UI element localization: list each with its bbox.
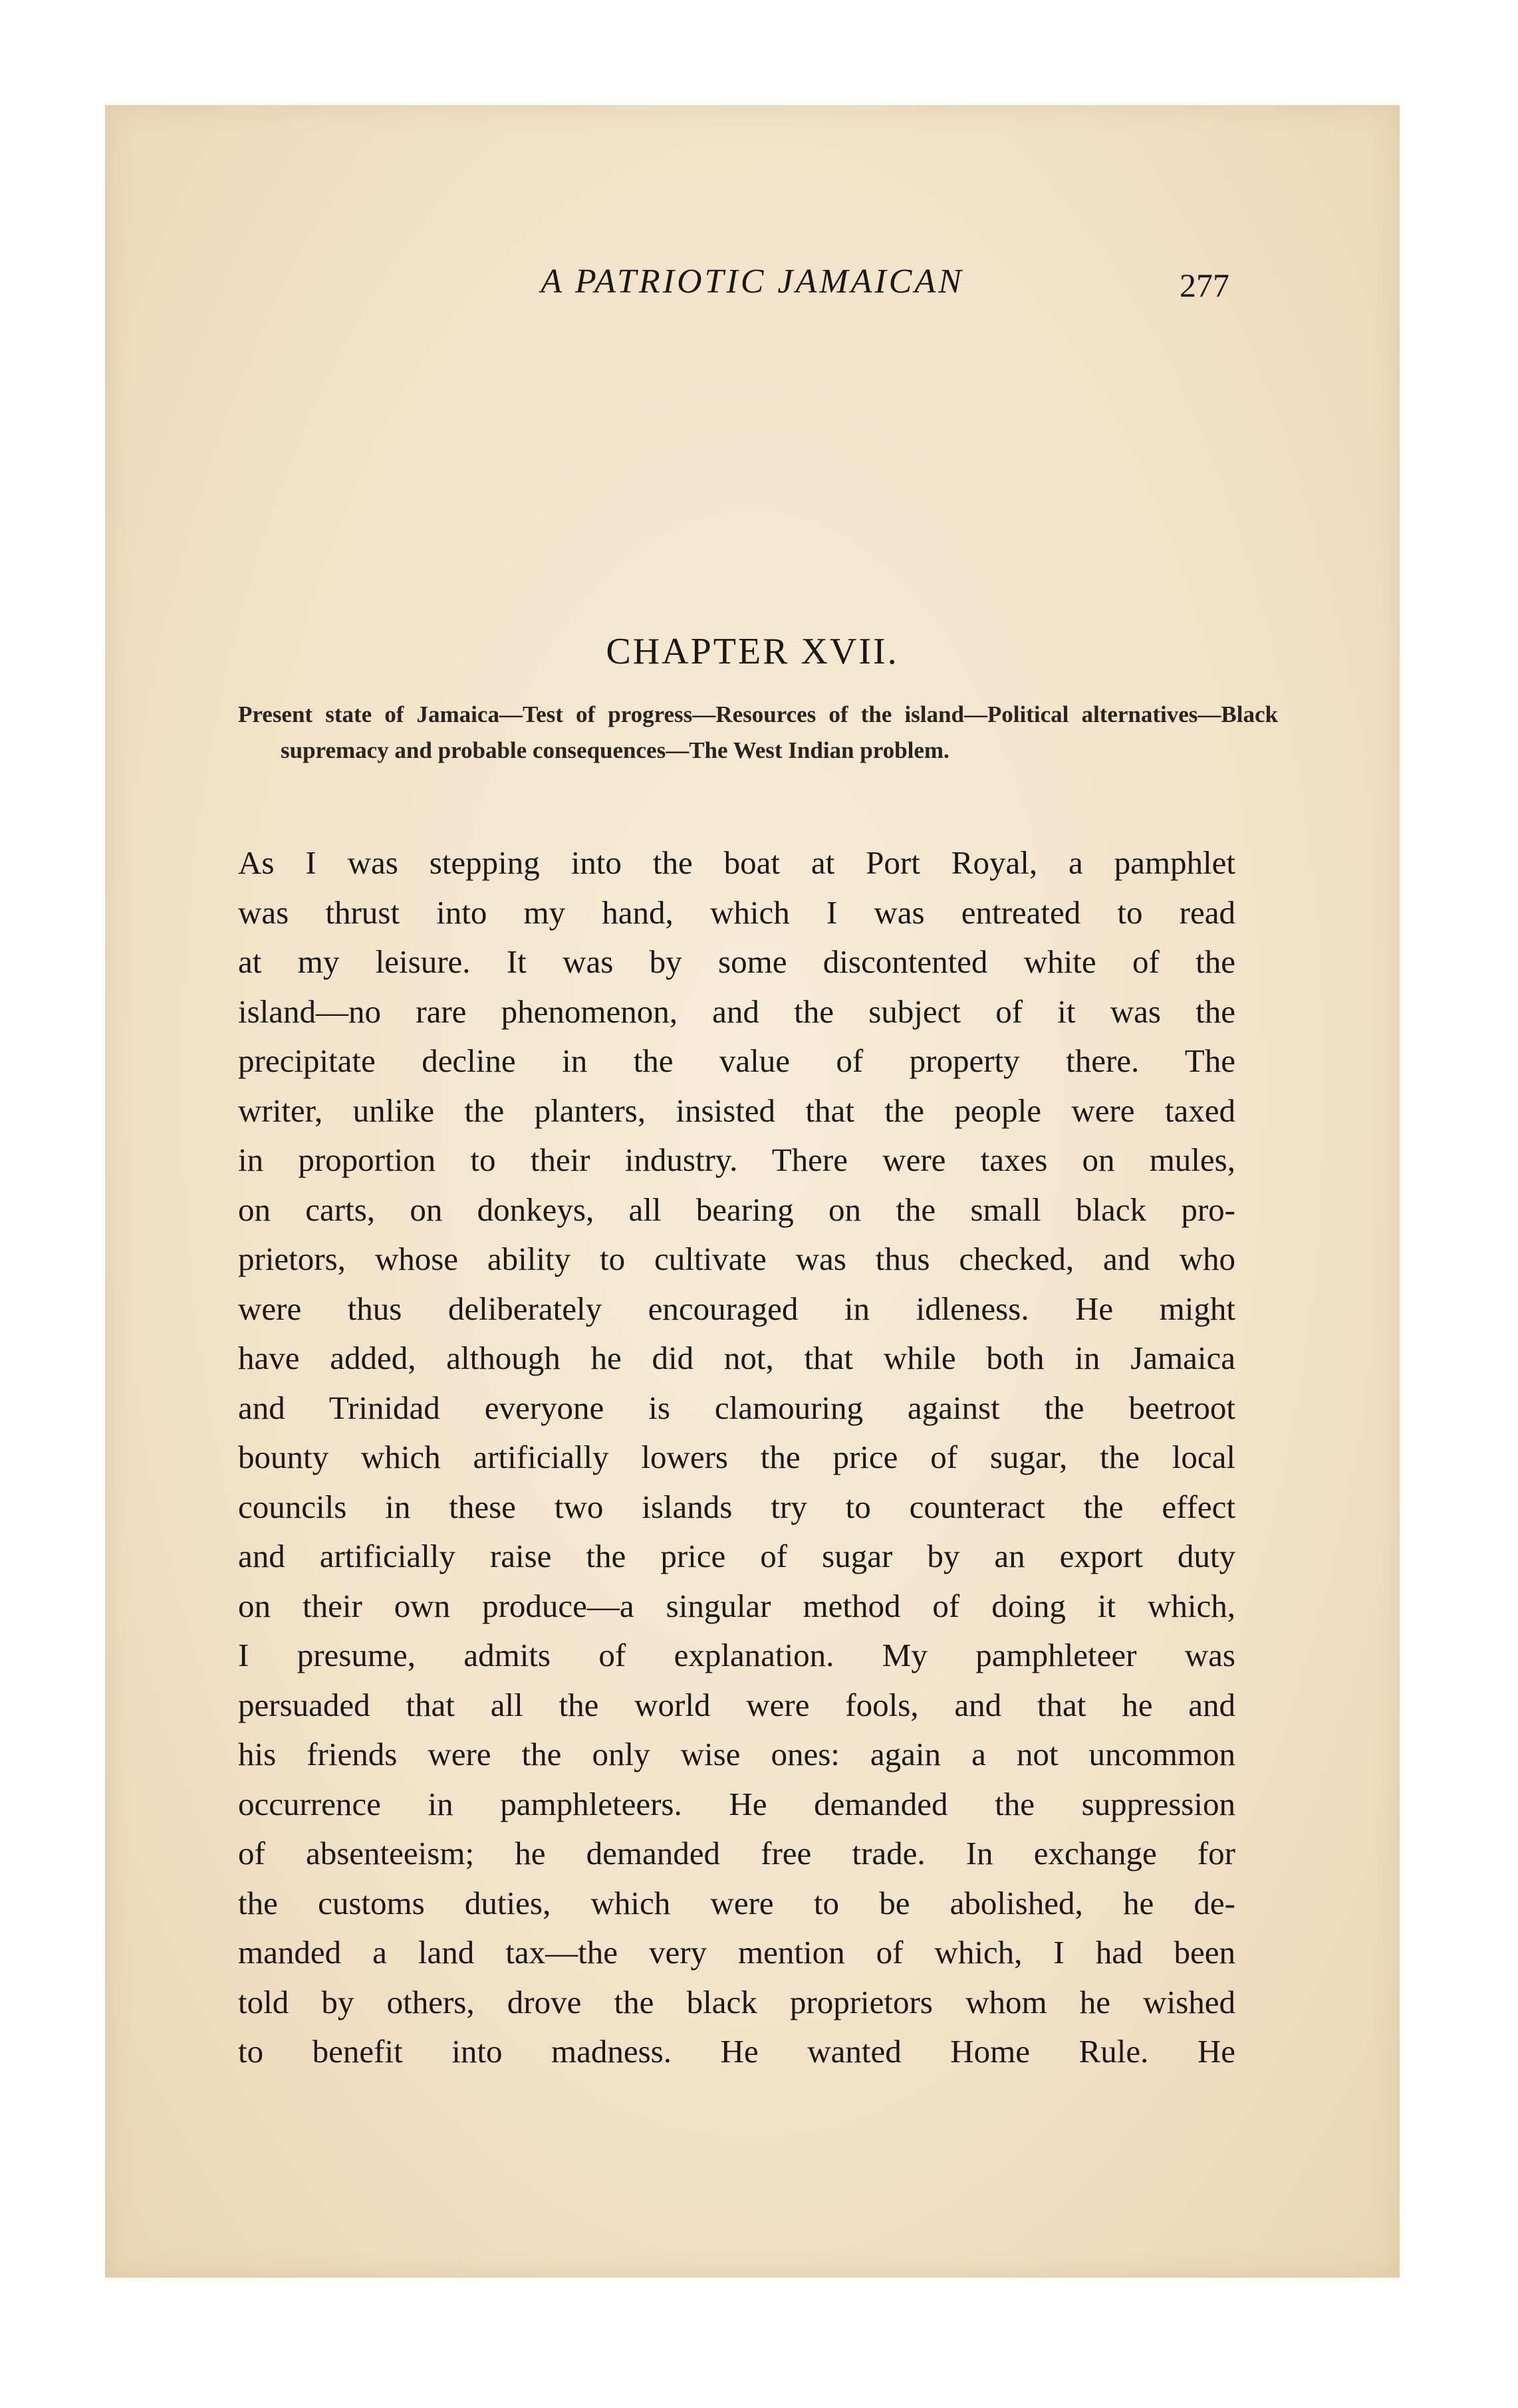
running-title: A PATRIOTIC JAMAICAN bbox=[541, 263, 964, 301]
running-head bbox=[105, 262, 1400, 308]
text-line: in proportion to their industry. There were taxes on mules, bbox=[238, 1142, 1235, 1178]
text-line: told by others, drove the black proprietors whom he wished bbox=[238, 1983, 1235, 2020]
text-line: manded a land tax—the very mention of which, I had been bbox=[238, 1934, 1235, 1971]
text-line: to benefit into madness. He wanted Home Rule. He bbox=[238, 2033, 1235, 2070]
text-line: bounty which artificially lowers the price of sugar, the local bbox=[238, 1439, 1235, 1475]
text-line: his friends were the only wise ones: again a not uncommon bbox=[238, 1736, 1235, 1772]
text-line: occurrence in pamphleteers. He demanded the suppression bbox=[238, 1785, 1235, 1822]
text-line: at my leisure. It was by some discontented white of the bbox=[238, 943, 1235, 980]
text-line: on their own produce—a singular method of doing it which, bbox=[238, 1587, 1235, 1624]
text-line: I presume, admits of explanation. My pamphleteer was bbox=[238, 1637, 1235, 1673]
text-line: have added, although he did not, that while both in Jamaica bbox=[238, 1340, 1235, 1376]
text-line: and Trinidad everyone is clamouring against the beetroot bbox=[238, 1389, 1235, 1426]
book-page bbox=[105, 105, 1400, 2278]
page-number: 277 bbox=[1180, 267, 1229, 304]
chapter-title: CHAPTER XVII. bbox=[606, 631, 899, 672]
text-line: the customs duties, which were to be abolished, he de- bbox=[238, 1884, 1235, 1921]
text-line: precipitate decline in the value of property there. The bbox=[238, 1042, 1235, 1079]
text-line: on carts, on donkeys, all bearing on the small black pro- bbox=[238, 1191, 1235, 1228]
chapter-synopsis: Present state of Jamaica—Test of progress—Resources of the island—Political alternatives—Black supremacy and probable consequences—The West Indian problem. bbox=[238, 701, 1278, 763]
text-line: persuaded that all the world were fools, and that he and bbox=[238, 1686, 1235, 1723]
text-line: As I was stepping into the boat at Port Royal, a pamphlet bbox=[238, 844, 1235, 881]
text-line: was thrust into my hand, which I was entreated to read bbox=[238, 894, 1235, 931]
text-line: were thus deliberately encouraged in idleness. He might bbox=[238, 1290, 1235, 1327]
text-line: of absenteeism; he demanded free trade. In exchange for bbox=[238, 1835, 1235, 1871]
text-line: island—no rare phenomenon, and the subject of it was the bbox=[238, 993, 1235, 1030]
text-line: councils in these two islands try to counteract the effect bbox=[238, 1488, 1235, 1525]
body-text bbox=[238, 838, 1235, 2077]
text-line: prietors, whose ability to cultivate was thus checked, and who bbox=[238, 1241, 1235, 1277]
text-line: and artificially raise the price of sugar by an export duty bbox=[238, 1538, 1235, 1574]
text-line: writer, unlike the planters, insisted that the people were taxed bbox=[238, 1092, 1235, 1129]
